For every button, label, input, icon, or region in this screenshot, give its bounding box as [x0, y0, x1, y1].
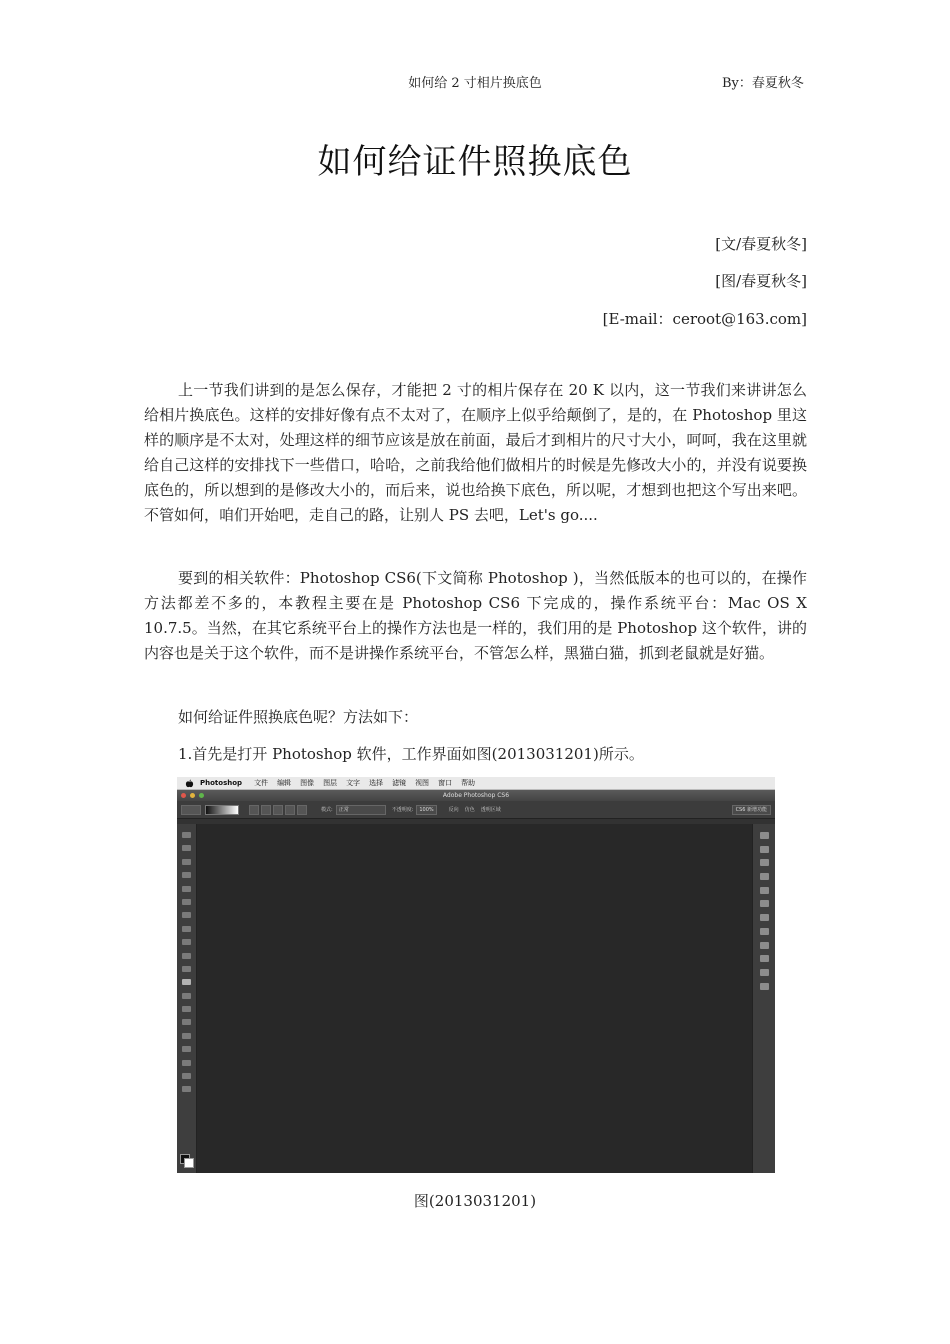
- transparency-checkbox[interactable]: 透明区域: [480, 807, 501, 813]
- ps-menu-view[interactable]: 视图: [415, 779, 430, 787]
- marquee-tool-icon[interactable]: [182, 845, 191, 851]
- dodge-tool-icon[interactable]: [182, 1006, 191, 1012]
- gradient-type-reflected[interactable]: [285, 805, 295, 815]
- ps-menu-layer[interactable]: 图层: [323, 779, 338, 787]
- ps-menu-select[interactable]: 选择: [369, 779, 384, 787]
- hand-tool-icon[interactable]: [182, 1073, 191, 1079]
- layers-panel-icon[interactable]: [760, 955, 769, 962]
- gradient-preview[interactable]: [205, 805, 239, 815]
- ps-canvas-area[interactable]: [197, 824, 752, 1173]
- workspace-switcher[interactable]: CS6 新增功能: [732, 805, 771, 815]
- adjustments-panel-icon[interactable]: [760, 873, 769, 880]
- channels-panel-icon[interactable]: [760, 969, 769, 976]
- ps-menubar: [177, 777, 775, 790]
- mode-select[interactable]: 正常: [336, 805, 386, 815]
- background-color-swatch[interactable]: [184, 1158, 194, 1168]
- opacity-input[interactable]: 100%: [416, 805, 436, 815]
- photoshop-screenshot: [177, 777, 775, 1173]
- ps-app-name[interactable]: Photoshop: [200, 779, 243, 787]
- byline-image: [图/春夏秋冬]: [715, 272, 807, 290]
- ps-window-title: Adobe Photoshop CS6: [442, 792, 510, 799]
- pen-tool-icon[interactable]: [182, 1019, 191, 1025]
- brush-tool-icon[interactable]: [182, 926, 191, 932]
- history-panel-icon[interactable]: [760, 832, 769, 839]
- mode-label: 模式:: [321, 807, 333, 813]
- ps-toolbox: [177, 824, 197, 1173]
- crop-tool-icon[interactable]: [182, 886, 191, 892]
- ps-menu-type[interactable]: 文字: [346, 779, 361, 787]
- ps-menu-image[interactable]: 图像: [300, 779, 315, 787]
- clone-stamp-tool-icon[interactable]: [182, 939, 191, 945]
- shape-tool-icon[interactable]: [182, 1060, 191, 1066]
- byline-text: [文/春夏秋冬]: [715, 235, 807, 253]
- brush-panel-icon[interactable]: [760, 900, 769, 907]
- tool-preset-picker[interactable]: [181, 805, 201, 815]
- type-tool-icon[interactable]: [182, 1033, 191, 1039]
- styles-panel-icon[interactable]: [760, 887, 769, 894]
- lasso-tool-icon[interactable]: [182, 859, 191, 865]
- software-paragraph: 要到的相关软件：Photoshop CS6(下文简称 Photoshop )，当然低版本的也可以的，在操作方法都差不多的，本教程主要在是 Photoshop CS6 下完成的，操作系统平台：Mac OS X 10.7.5。当然，在其它系统平台上的操作方法也是一样的，我们用的是 Photoshop 这个软件，讲的内容也是关于这个软件，而不是讲操作系统平台，不管怎么样，黑猫白猫，抓到老鼠就是好猫。: [144, 569, 807, 662]
- figure-caption: 图(2013031201): [413, 1192, 537, 1210]
- ps-panel-dock: [752, 824, 775, 1173]
- quick-select-tool-icon[interactable]: [182, 872, 191, 878]
- document-title: 如何给证件照换底色: [317, 142, 633, 182]
- apple-icon: [185, 779, 194, 788]
- opacity-label: 不透明度:: [391, 807, 414, 813]
- ps-menu-file[interactable]: 文件: [254, 779, 269, 787]
- gradient-type-radial[interactable]: [261, 805, 271, 815]
- color-panel-icon[interactable]: [760, 846, 769, 853]
- history-brush-tool-icon[interactable]: [182, 953, 191, 959]
- reverse-checkbox[interactable]: 反向: [448, 807, 459, 813]
- intro-paragraph: 上一节我们讲到的是怎么保存，才能把 2 寸的相片保存在 20 K 以内，这一节我们来讲讲怎么给相片换底色。这样的安排好像有点不太对了，在顺序上似乎给颠倒了，是的，在 Photoshop 里这样的顺序是不太对，处理这样的细节应该是放在前面，最后才到相片的尺寸大小，呵呵，我在这里就给自己这样的安排找下一些借口，哈哈，之前我给他们做相片的时候是先修改大小的，并没有说要换底色的，所以想到的是修改大小的，而后来，说也给换下底色，所以呢，才想到也把这个写出来吧。不管如何，咱们开始吧，走自己的路，让别人 PS 去吧，Let's go....: [144, 381, 807, 524]
- character-panel-icon[interactable]: [760, 983, 769, 990]
- path-select-tool-icon[interactable]: [182, 1046, 191, 1052]
- ps-menu-window[interactable]: 窗口: [438, 779, 453, 787]
- dither-checkbox[interactable]: 仿色: [464, 807, 475, 813]
- eyedropper-tool-icon[interactable]: [182, 899, 191, 905]
- gradient-type-diamond[interactable]: [297, 805, 307, 815]
- ps-menu-help[interactable]: 帮助: [461, 779, 476, 787]
- gradient-tool-icon[interactable]: [182, 979, 191, 985]
- ps-menu-edit[interactable]: 编辑: [277, 779, 292, 787]
- byline-email: [E-mail：ceroot@163.com]: [602, 310, 807, 328]
- gradient-type-angle[interactable]: [273, 805, 283, 815]
- move-tool-icon[interactable]: [182, 832, 191, 838]
- healing-brush-tool-icon[interactable]: [182, 912, 191, 918]
- ps-menu-filter[interactable]: 滤镜: [392, 779, 407, 787]
- blur-tool-icon[interactable]: [182, 993, 191, 999]
- info-panel-icon[interactable]: [760, 928, 769, 935]
- gradient-type-linear[interactable]: [249, 805, 259, 815]
- eraser-tool-icon[interactable]: [182, 966, 191, 972]
- swatches-panel-icon[interactable]: [760, 859, 769, 866]
- ps-options-bar: [177, 801, 775, 819]
- method-intro: 如何给证件照换底色呢？方法如下：: [178, 708, 419, 726]
- zoom-tool-icon[interactable]: [182, 1086, 191, 1092]
- properties-panel-icon[interactable]: [760, 914, 769, 921]
- step-one: 1.首先是打开 Photoshop 软件，工作界面如图(2013031201)所示。: [178, 745, 644, 763]
- page-header-title: 如何给 2 寸相片换底色: [408, 76, 542, 91]
- navigator-panel-icon[interactable]: [760, 942, 769, 949]
- page-header-author: By：春夏秋冬: [722, 76, 804, 91]
- ps-titlebar: [177, 790, 775, 801]
